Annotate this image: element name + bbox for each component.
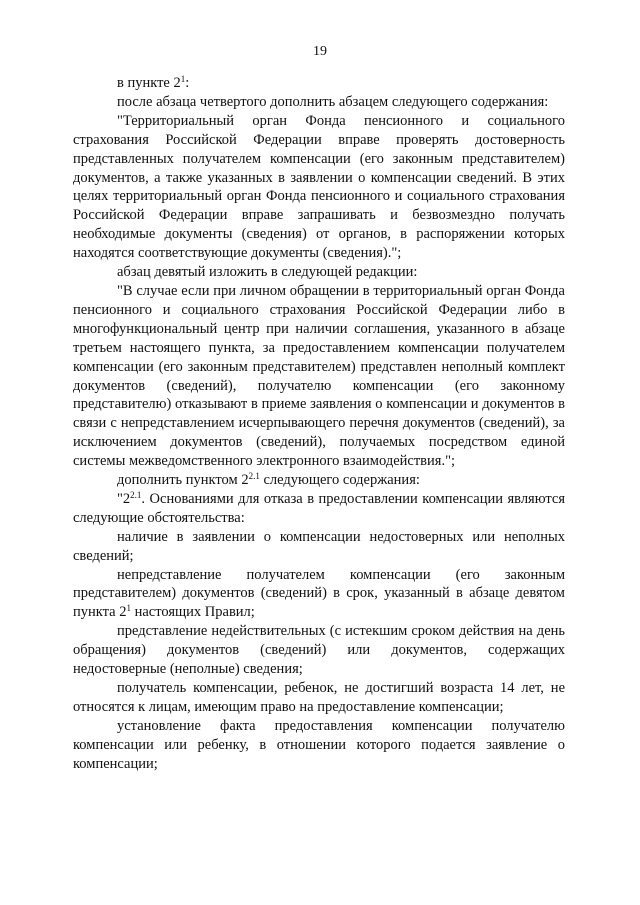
page-number: 19	[313, 44, 327, 59]
list-item-missing-documents: непредставление получателем компенсации (его законным представителем) документов (сведений) в срок, указанный в абзаце девятом пункта $2^1$ настоящих Правил;	[73, 566, 565, 621]
list-item-not-eligible: получатель компенсации, ребенок, не достигший возраста 14 лет, не относятся к лицам, имеющим право на предоставление компенсации;	[73, 680, 565, 715]
paragraph-after-fourth: после абзаца четвертого дополнить абзацем следующего содержания:	[117, 93, 549, 110]
list-item-unreliable-info: наличие в заявлении о компенсации недостоверных или неполных сведений;	[73, 528, 565, 564]
paragraph-territorial-body-check: "Территориальный орган Фонда пенсионного и социального страхования Российской Федерации вправе проверять достоверность представленных получателем компенсации (его законным представителем) документов, а также указанных в заявлении о компенсации сведений. В этих целях территориальный орган Фонда пенсионного и социального страхования Российской Федерации вправе запрашивать и безвозмездно получать необходимые документы (сведения) от органов, в распоряжении которых находятся соответствующие документы (сведения).";	[73, 112, 565, 262]
paragraph-item-in-point: в пункте $2^1$:	[117, 74, 190, 91]
paragraph-refusal-grounds: "$2^{2.1}$. Основаниями для отказа в предоставлении компенсации являются следующие обстоятельства:	[73, 489, 565, 526]
paragraph-ninth-paragraph: абзац девятый изложить в следующей редакции:	[117, 264, 418, 281]
list-item-invalid-documents: представление недействительных (с истекшим сроком действия на день обращения) документов (сведений) или документов, содержащих недостоверные (неполные) сведения;	[73, 623, 565, 678]
paragraph-add-point: дополнить пунктом $2^{2.1}$ следующего содержания:	[117, 471, 420, 489]
document-body	[73, 74, 565, 774]
paragraph-personal-request: "В случае если при личном обращении в территориальный орган Фонда пенсионного и социального страхования Российской Федерации либо в многофункциональный центр при наличии соглашения, указанного в абзаце третьем настоящего пункта, за предоставлением компенсации получателем компенсации (его законным представителем) представлен неполный комплект документов (сведений), получателю компенсации (его законному представителю) отказывают в приеме заявления о компенсации и документов в связи с непредставлением исчерпывающего перечня документов (сведений), за исключением документов (сведений), получаемых посредством единой системы межведомственного электронного взаимодействия.";	[73, 282, 565, 470]
list-item-already-provided: установление факта предоставления компенсации получателю компенсации или ребенку, в отношении которого подается заявление о компенсации;	[73, 717, 565, 772]
